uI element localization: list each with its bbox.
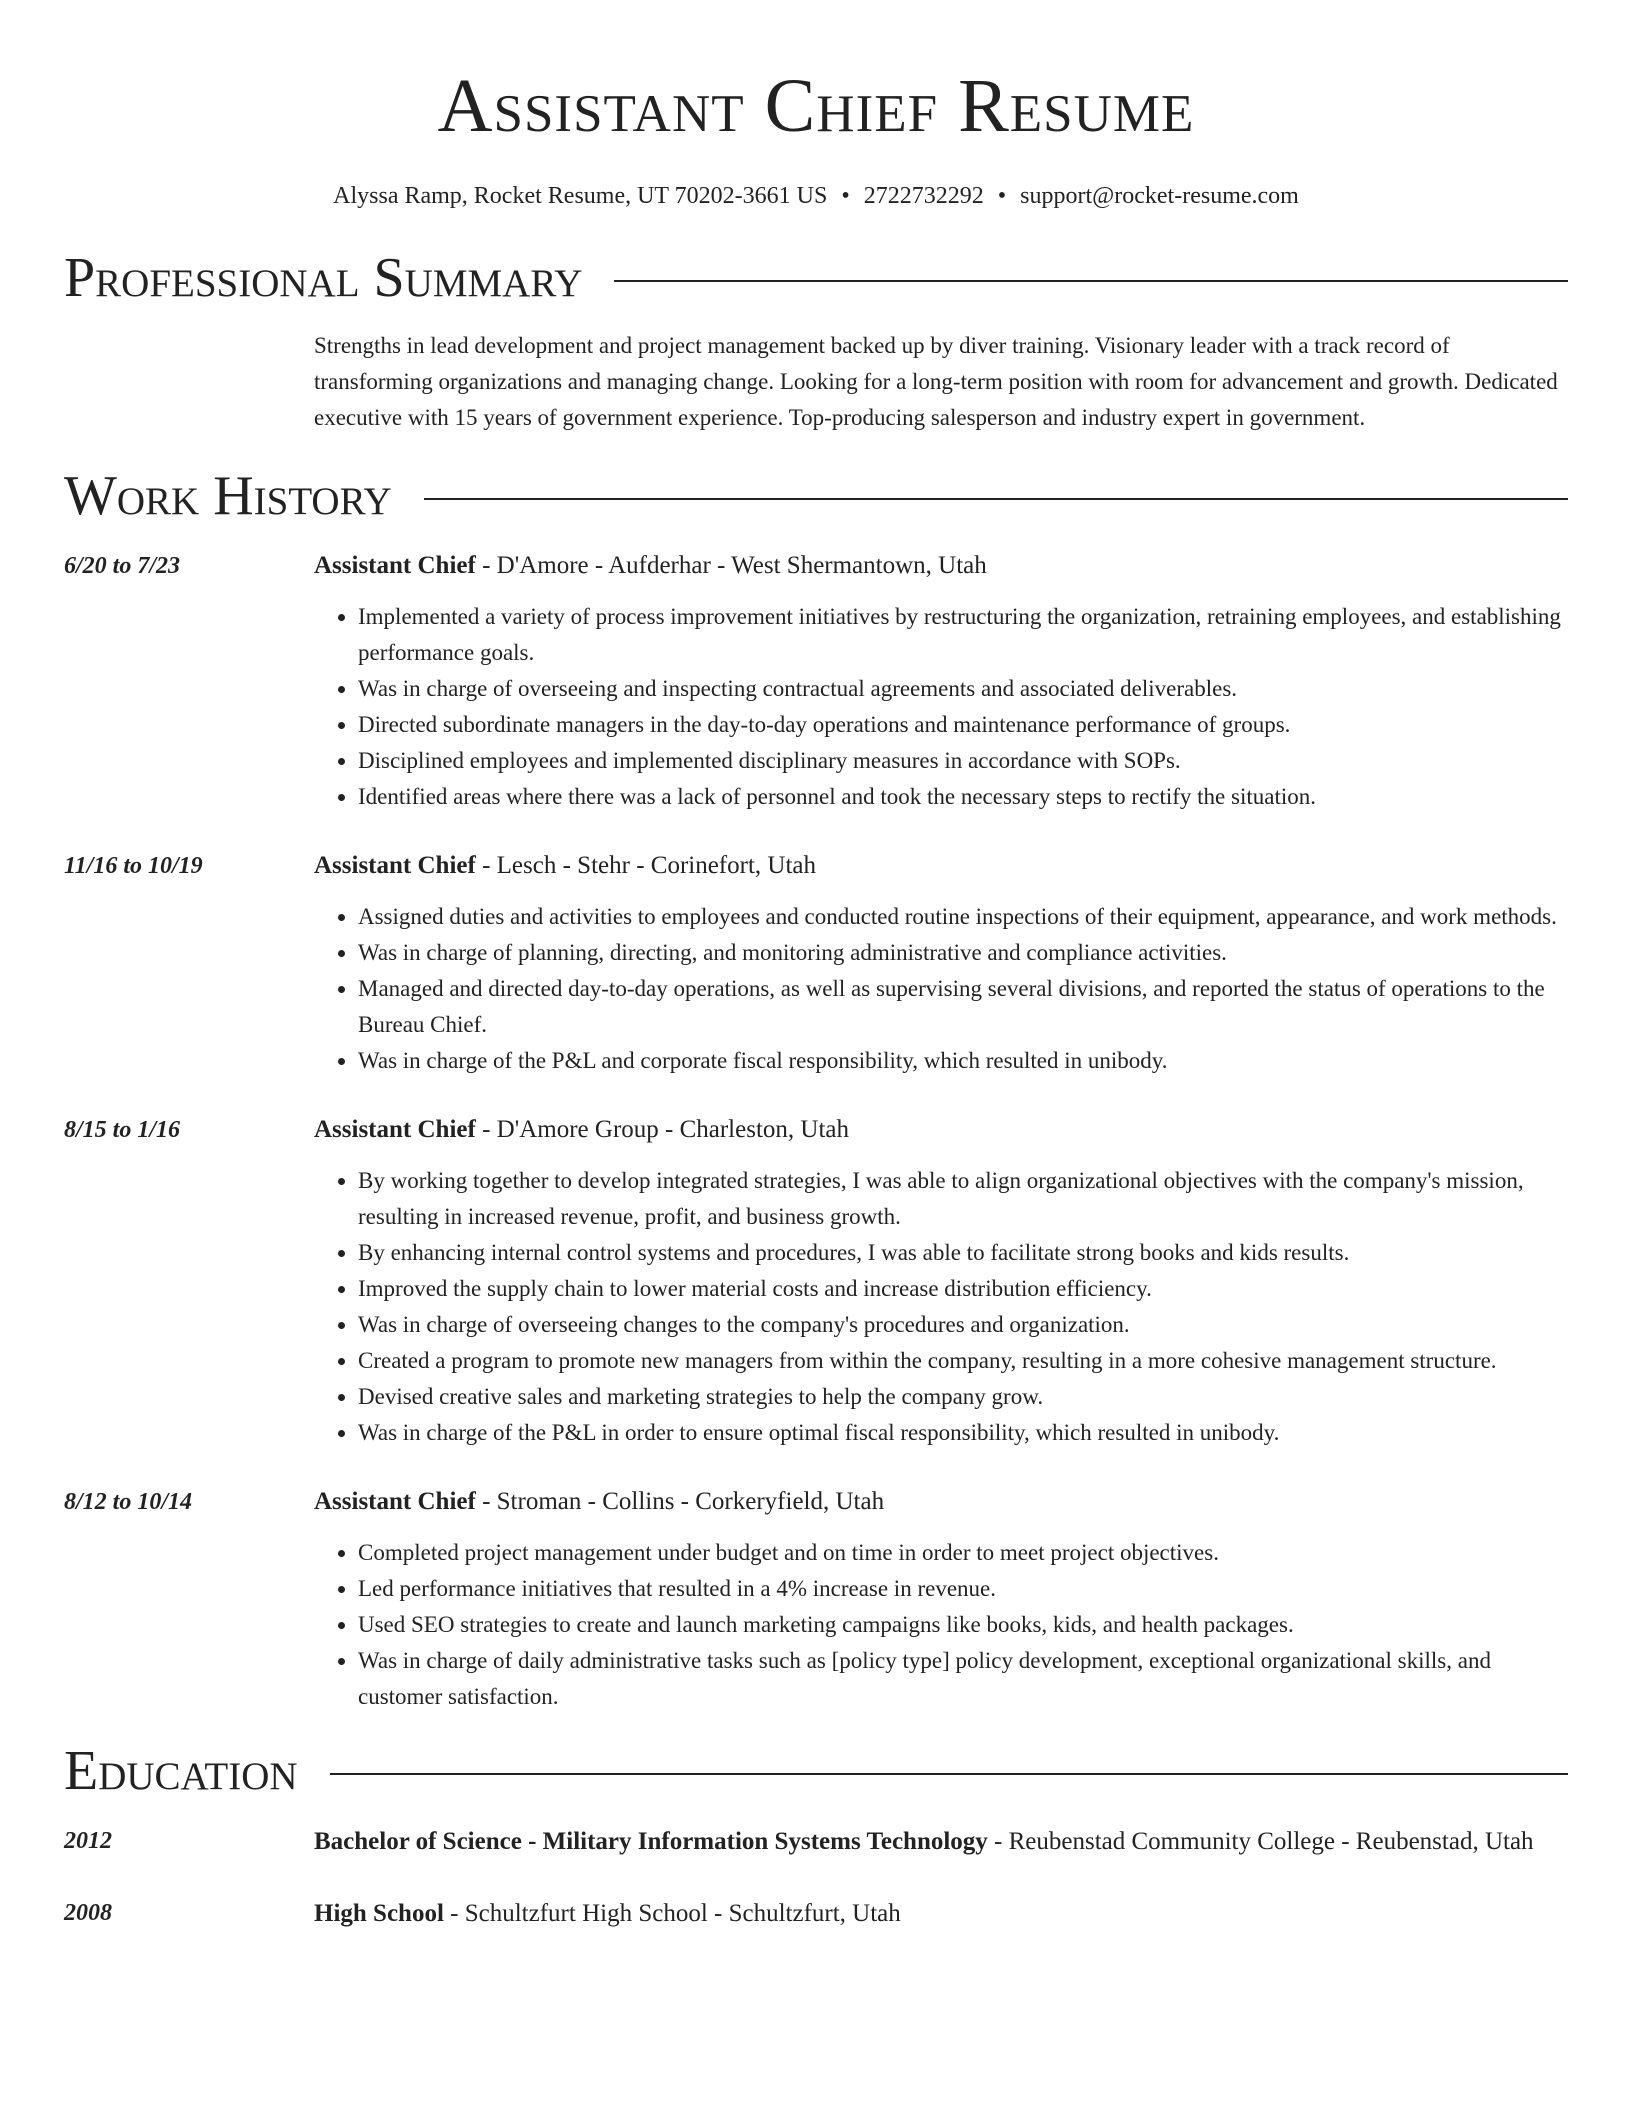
contact-separator: • <box>841 183 850 209</box>
job-role: Assistant Chief <box>314 852 476 879</box>
job-bullets <box>314 1535 1568 1715</box>
summary-heading: Professional Summary <box>64 247 583 309</box>
education-content <box>314 1895 1568 1933</box>
work-heading: Work History <box>64 465 392 527</box>
job-details: - D'Amore Group - Charleston, Utah <box>475 1116 849 1143</box>
education-details: - Schultzfurt High School - Schultzfurt, Utah <box>443 1900 901 1927</box>
resume-title: Assistant Chief Resume <box>437 64 1195 148</box>
job-details: - Lesch - Stehr - Corinefort, Utah <box>475 852 817 879</box>
job-role: Assistant Chief <box>314 552 476 579</box>
job-bullets <box>314 899 1568 1079</box>
job-bullet: • Implemented a variety of process improvement initiatives by restructuring the organization, retraining employees, and establishing performance goals. <box>358 599 1568 671</box>
job-bullet: • Used SEO strategies to create and launch marketing campaigns like books, kids, and health packages. <box>358 1607 1568 1643</box>
job-role: Assistant Chief <box>314 1488 476 1515</box>
job-bullet: • Created a program to promote new managers from within the company, resulting in a more cohesive management structure. <box>358 1343 1568 1379</box>
job-entry <box>64 848 1568 1079</box>
contact-separator: • <box>997 183 1007 209</box>
contact-phone: 2722732292 <box>863 183 984 209</box>
job-dates: 8/15 to 1/16 <box>64 1117 181 1143</box>
education-degree: High School <box>314 1900 444 1927</box>
education-details: - Reubenstad Community College - Reubenstad, Utah <box>987 1828 1534 1855</box>
job-title-line <box>314 848 1568 884</box>
job-details: - D'Amore - Aufderhar - West Shermantown, Utah <box>475 552 987 579</box>
job-bullet: • Led performance initiatives that resulted in a 4% increase in revenue. <box>358 1571 1568 1607</box>
education-entry <box>64 1895 1568 1933</box>
job-entry <box>64 1112 1568 1451</box>
section-divider <box>330 1773 1568 1775</box>
job-content <box>314 1484 1568 1715</box>
job-bullet: • Managed and directed day-to-day operations, as well as supervising several divisions, and reported the status of operations to the Bureau Chief. <box>358 971 1568 1043</box>
job-content <box>314 548 1568 815</box>
education-year: 2012 <box>64 1828 112 1854</box>
section-divider <box>614 280 1568 282</box>
job-content <box>314 848 1568 1079</box>
education-list <box>64 1823 1568 1933</box>
job-bullet: • Identified areas where there was a lack of personnel and took the necessary steps to rectify the situation. <box>358 779 1568 815</box>
contact-address: Alyssa Ramp, Rocket Resume, UT 70202-3661 US <box>333 183 828 209</box>
job-details: - Stroman - Collins - Corkeryfield, Utah <box>475 1488 885 1515</box>
job-content <box>314 1112 1568 1451</box>
job-bullet: • Assigned duties and activities to employees and conducted routine inspections of their equipment, appearance, and work methods. <box>358 899 1568 935</box>
work-history-list <box>64 548 1568 1715</box>
job-role: Assistant Chief <box>314 1116 476 1143</box>
job-bullets <box>314 599 1568 815</box>
job-bullet: • Was in charge of overseeing changes to the company's procedures and organization. <box>358 1307 1568 1343</box>
job-bullet: • Was in charge of daily administrative tasks such as [policy type] policy development, exceptional organizational skills, and customer satisfaction. <box>358 1643 1568 1715</box>
job-title-line <box>314 1484 1568 1520</box>
education-year: 2008 <box>64 1900 112 1926</box>
job-dates: 6/20 to 7/23 <box>64 553 181 579</box>
job-bullet: • By working together to develop integrated strategies, I was able to align organizational objectives with the company's mission, resulting in increased revenue, profit, and business growth. <box>358 1163 1568 1235</box>
summary-text: Strengths in lead development and project management backed up by diver training. Visionary leader with a track record of transforming organizations and managing change. Looking for a long-term position with room for advancement and growth. Dedicated executive with 15 years of government experience. Top-producing salesperson and industry expert in government. <box>314 333 1558 430</box>
job-bullet: • Devised creative sales and marketing strategies to help the company grow. <box>358 1379 1568 1415</box>
job-dates: 8/12 to 10/14 <box>64 1489 193 1515</box>
job-bullet: • Directed subordinate managers in the day-to-day operations and maintenance performance of groups. <box>358 707 1568 743</box>
job-bullet: • Was in charge of the P&L and corporate fiscal responsibility, which resulted in unibody. <box>358 1043 1568 1079</box>
job-bullet: • Was in charge of overseeing and inspecting contractual agreements and associated deliverables. <box>358 671 1568 707</box>
job-bullet: • Disciplined employees and implemented disciplinary measures in accordance with SOPs. <box>358 743 1568 779</box>
job-bullet: • Was in charge of the P&L in order to ensure optimal fiscal responsibility, which resulted in unibody. <box>358 1415 1568 1451</box>
job-entry <box>64 548 1568 815</box>
education-heading: Education <box>64 1740 298 1802</box>
job-dates: 11/16 to 10/19 <box>64 853 203 879</box>
job-entry <box>64 1484 1568 1715</box>
contact-line <box>64 184 1568 208</box>
job-bullet: • Completed project management under budget and on time in order to meet project objectives. <box>358 1535 1568 1571</box>
job-title-line <box>314 1112 1568 1148</box>
job-title-line <box>314 548 1568 584</box>
education-entry <box>64 1823 1568 1861</box>
education-content <box>314 1823 1568 1861</box>
job-bullet: • Was in charge of planning, directing, and monitoring administrative and compliance activities. <box>358 935 1568 971</box>
contact-email: support@rocket-resume.com <box>1020 183 1299 209</box>
section-divider <box>424 498 1568 500</box>
job-bullet: • Improved the supply chain to lower material costs and increase distribution efficiency. <box>358 1271 1568 1307</box>
education-section-header <box>64 1740 1568 1802</box>
education-degree: Bachelor of Science - Military Information Systems Technology <box>314 1828 988 1855</box>
summary-section-header <box>64 247 1568 309</box>
job-bullets <box>314 1163 1568 1451</box>
job-bullet: • By enhancing internal control systems and procedures, I was able to facilitate strong books and kids results. <box>358 1235 1568 1271</box>
work-section-header <box>64 465 1568 527</box>
